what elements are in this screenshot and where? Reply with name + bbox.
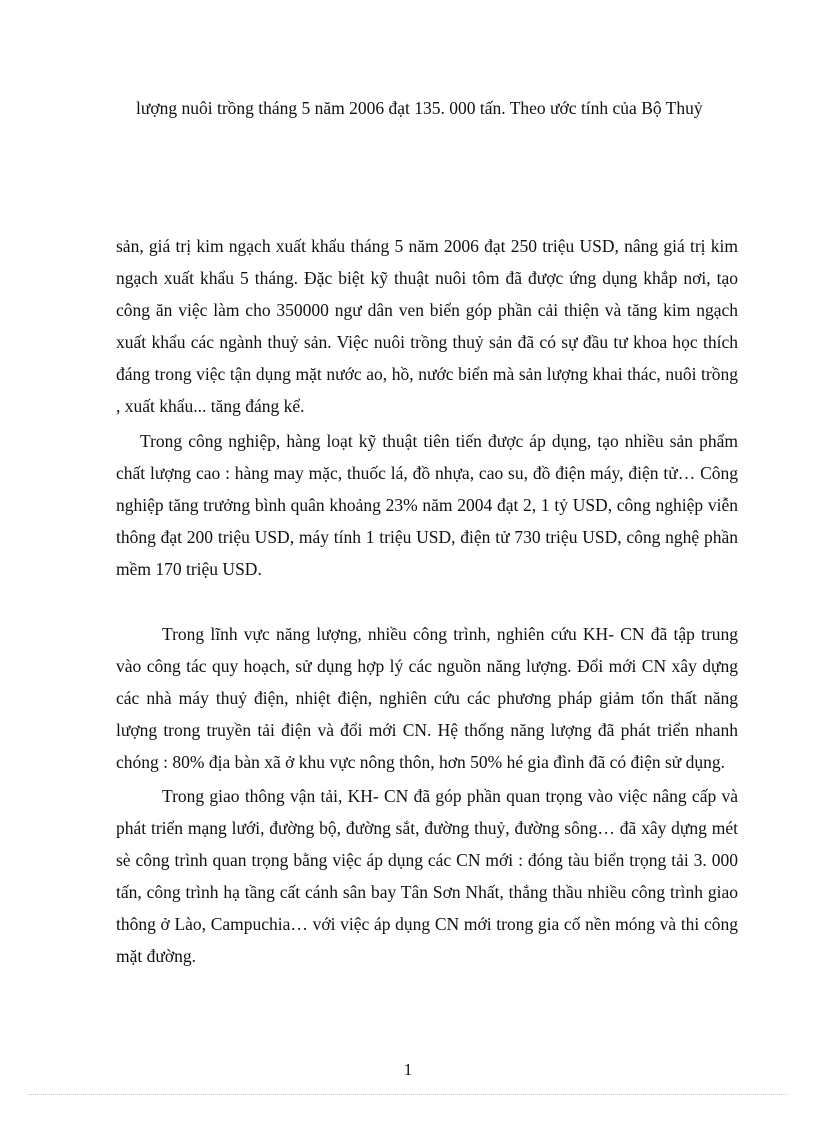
page-number: 1	[403, 1060, 413, 1079]
paragraph-energy: Trong lĩnh vực năng lượng, nhiều công trình, nghiên cứu KH- CN đã tập trung vào công tác quy hoạch, sử dụng hợp lý các nguồn năng lượng. Đổi mới CN xây dựng các nhà máy thuỷ điện, nhiệt điện, nghiên cứu các phương pháp giảm tổn thất năng lượng trong truyền tải điện và đổi mới CN. Hệ thống năng lượng đã phát triển nhanh chóng : 80% địa bàn xã ở khu vực nông thôn, hơn 50% hé gia đình đã có điện sử dụng.	[116, 624, 738, 772]
footer-divider	[28, 1094, 788, 1095]
paragraph-fisheries-intro: lượng nuôi trồng tháng 5 năm 2006 đạt 135. 000 tấn. Theo ước tính của Bộ Thuỷ	[136, 98, 703, 118]
paragraph-transport: Trong giao thông vận tải, KH- CN đã góp phần quan trọng vào việc nâng cấp và phát triển mạng lưới, đường bộ, đường sắt, đường thuỷ, đường sông… đã xây dựng mét sè công trình quan trọng bằng việc áp dụng các CN mới : đóng tàu biển trọng tải 3. 000 tấn, công trình hạ tầng cất cánh sân bay Tân Sơn Nhất, thắng thầu nhiều công trình giao thông ở Lào, Campuchia… với việc áp dụng CN mới trong gia cố nền móng và thi công mặt đường.	[116, 786, 738, 966]
paragraph-fisheries-exports: sản, giá trị kim ngạch xuất khẩu tháng 5 năm 2006 đạt 250 triệu USD, nâng giá trị kim ngạch xuất khẩu 5 tháng. Đặc biệt kỹ thuật nuôi tôm đã được ứng dụng khắp nơi, tạo công ăn việc làm cho 350000 ngư dân ven biển góp phần cải thiện và tăng kim ngạch xuất khẩu các ngành thuỷ sản. Việc nuôi trồng thuỷ sản đã có sự đầu tư khoa học thích đáng trong việc tận dụng mặt nước ao, hồ, nước biển mà sản lượng khai thác, nuôi trồng , xuất khẩu... tăng đáng kể.	[116, 236, 738, 416]
paragraph-industry: Trong công nghiệp, hàng loạt kỹ thuật tiên tiến được áp dụng, tạo nhiều sản phẩm chất lượng cao : hàng may mặc, thuốc lá, đồ nhựa, cao su, đồ điện máy, điện tử… Công nghiệp tăng trưởng bình quân khoảng 23% năm 2004 đạt 2, 1 tỷ USD, công nghiệp viễn thông đạt 200 triệu USD, máy tính 1 triệu USD, điện tử 730 triệu USD, công nghệ phần mềm 170 triệu USD.	[116, 431, 738, 579]
